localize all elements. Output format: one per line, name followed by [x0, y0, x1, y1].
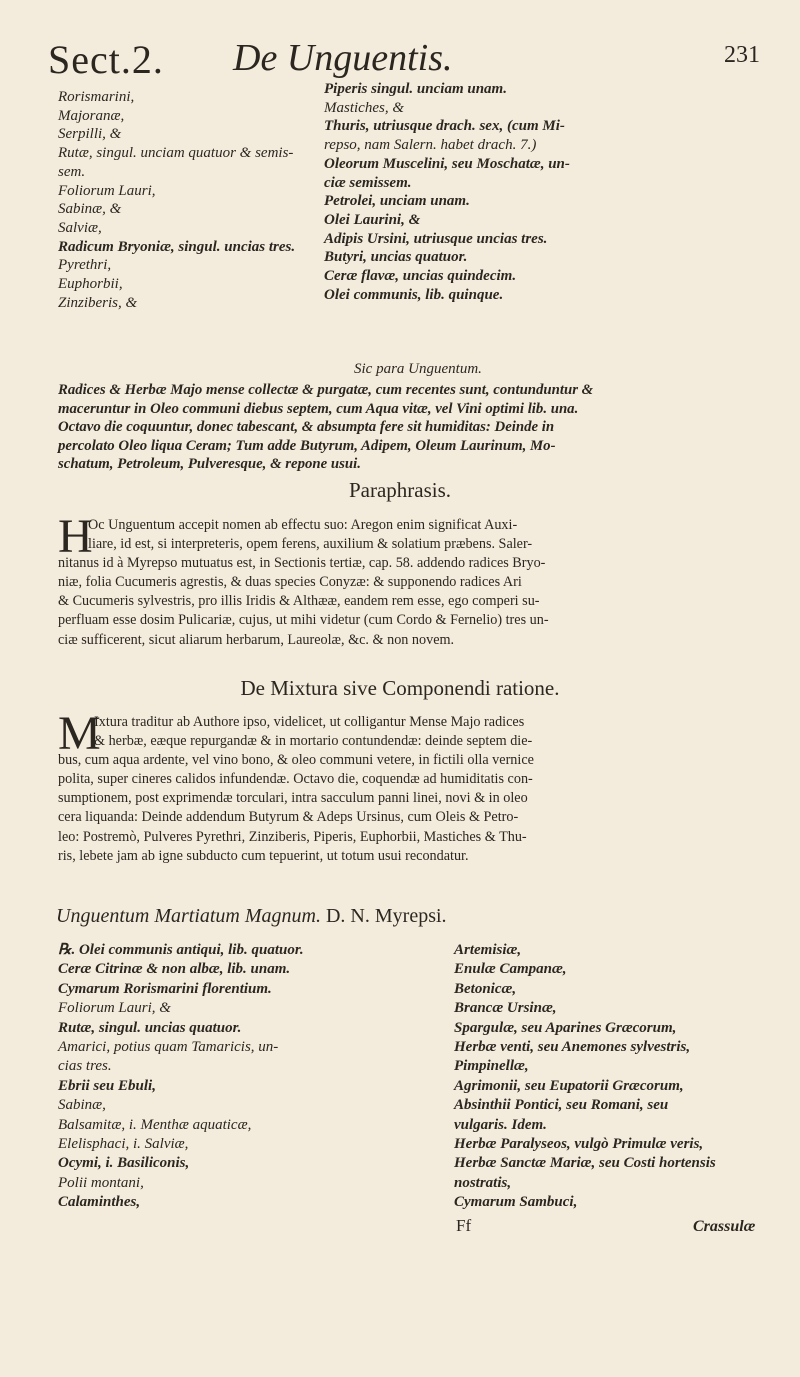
ingredient-line: Olei communis, lib. quinque. — [324, 286, 504, 303]
recipe-line: Radices & Herbæ Majo mense collectæ & purgatæ, cum recentes sunt, contunduntur & — [58, 382, 594, 398]
signature-mark: Ff — [456, 1216, 472, 1235]
ingredient-line: repso, nam Salern. habet drach. 7.) — [324, 137, 537, 154]
ingredient-line: Spargulæ, seu Aparines Græcorum, — [454, 1019, 677, 1036]
ingredient-list-right — [324, 80, 570, 304]
ingredient-line: Olei Laurini, & — [324, 211, 421, 228]
ingredient-line: Rutæ, singul. unciam quatuor & semis- — [58, 145, 294, 162]
text-line: nitanus id à Myrepso mutuatus est, in Sectionis tertiæ, cap. 58. addendo radices Bryo- — [58, 555, 546, 572]
ingredient-line: Herbæ Sanctæ Mariæ, seu Costi hortensis — [454, 1155, 716, 1172]
ingredient-line: Adipis Ursini, utriusque uncias tres. — [324, 230, 548, 247]
martiatum-author: D. N. Myrepsi. — [325, 905, 447, 927]
text-line: leo: Postremò, Pulveres Pyrethri, Zinziberis, Piperis, Euphorbii, Mastiches & Thu- — [58, 828, 527, 845]
ingredient-line: Balsamitæ, i. Menthæ aquaticæ, — [58, 1116, 252, 1133]
ingredient-line: Butyri, uncias quatuor. — [324, 249, 468, 266]
recipe-line: percolato Oleo liqua Ceram; Tum adde Butyrum, Adipem, Oleum Laurinum, Mo- — [58, 437, 556, 454]
ingredient-line: Cymarum Rorismarini florentium. — [58, 980, 272, 997]
ingredient-line: Herbæ venti, seu Anemones sylvestris, — [454, 1039, 691, 1056]
ingredient-line: Euphorbii, — [58, 276, 123, 293]
text-line: bus, cum aqua ardente, vel vino bono, & oleo communi vetere, in fictili olla vernice — [58, 752, 534, 769]
drop-cap: H — [58, 510, 93, 563]
ingredient-line: Mastiches, & — [324, 99, 404, 116]
ingredient-line: nostratis, — [454, 1174, 512, 1191]
ingredient-line: Majoranæ, — [58, 107, 125, 124]
ingredient-line: vulgaris. Idem. — [454, 1116, 547, 1133]
martiatum-title: Unguentum Martiatum Magnum. — [56, 905, 321, 927]
ingredient-line: Oleorum Muscelini, seu Moschatæ, un- — [324, 155, 570, 172]
ingredient-line: Polii montani, — [58, 1174, 144, 1191]
mixtura-heading: De Mixtura sive Componendi ratione. — [240, 676, 560, 700]
paraphrasis-paragraph — [58, 516, 762, 650]
mixtura-paragraph — [58, 713, 762, 866]
ingredient-line: Calaminthes, — [58, 1194, 141, 1211]
ingredient-line: Absinthii Pontici, seu Romani, seu — [454, 1097, 669, 1114]
sic-para-heading: Sic para Unguentum. — [354, 361, 482, 377]
ingredient-line: Artemisiæ, — [454, 942, 522, 958]
ingredient-line: Radicum Bryoniæ, singul. uncias tres. — [58, 238, 296, 255]
ingredient-line: cias tres. — [58, 1058, 112, 1075]
text-line: ciæ sufficerent, sicut aliarum herbarum, Laureolæ, &c. & non novem. — [58, 631, 455, 648]
recipe-line: schatum, Petroleum, Pulveresque, & repone usui. — [58, 456, 361, 473]
recipe-line: Octavo die coquuntur, donec tabescant, & absumpta fere sit humiditas: Deinde in — [58, 419, 555, 436]
catchword: Crassulæ — [693, 1218, 756, 1235]
ingredient-line: Zinziberis, & — [58, 294, 138, 311]
text-line: polita, super cineres calidos infundendæ. Octavo die, coquendæ ad humiditatis con- — [58, 771, 533, 788]
martiatum-ingredients-left — [58, 941, 304, 1213]
section-label: Sect.2. — [48, 37, 164, 82]
text-line: Ixtura traditur ab Authore ipso, videlicet, ut colligantur Mense Majo radices — [94, 714, 525, 730]
ingredient-line: Brancæ Ursinæ, — [454, 1000, 557, 1017]
ingredient-line: Foliorum Lauri, & — [58, 1000, 171, 1017]
ingredient-line: Piperis singul. unciam unam. — [324, 81, 507, 97]
ingredient-line: Thuris, utriusque drach. sex, (cum Mi- — [324, 118, 565, 135]
ingredient-line: Pimpinellæ, — [454, 1058, 529, 1075]
text-line: sumptionem, post exprimendæ torculari, intra sacculum panni linei, novi & in oleo — [58, 790, 528, 807]
ingredient-line: Agrimonii, seu Eupatorii Græcorum, — [454, 1077, 684, 1094]
martiatum-ingredients-right — [454, 941, 716, 1213]
page-number: 231 — [724, 42, 760, 68]
ingredient-line: Rorismarini, — [58, 89, 135, 105]
text-line: liare, id est, si interpreteris, opem ferens, auxilium & solatium præbens. Saler- — [88, 536, 533, 553]
ingredient-line: Ebrii seu Ebuli, — [58, 1077, 156, 1094]
running-title: De Unguentis. — [233, 37, 453, 79]
ingredient-list-left — [58, 88, 295, 312]
ingredient-line: Betonicæ, — [454, 980, 517, 997]
martiatum-heading — [56, 905, 447, 928]
ingredient-line: Cymarum Sambuci, — [454, 1194, 578, 1211]
ingredient-line: Serpilli, & — [58, 126, 122, 143]
ingredient-line: Sabinæ, — [58, 1097, 106, 1114]
ingredient-line: Herbæ Paralyseos, vulgò Primulæ veris, — [454, 1136, 704, 1153]
ingredient-line: ciæ semissem. — [324, 174, 412, 191]
ingredient-line: Ceræ Citrinæ & non albæ, lib. unam. — [58, 961, 291, 978]
drop-cap: M — [58, 707, 101, 760]
recipe-instructions — [58, 381, 758, 474]
paraphrasis-heading: Paraphrasis. — [348, 478, 452, 502]
ingredient-line: Salviæ, — [58, 219, 102, 236]
ingredient-line: Enulæ Campanæ, — [454, 961, 567, 978]
text-line: perfluam esse dosim Pulicariæ, cujus, ut mihi videtur (cum Cordo & Fernelio) tres un- — [58, 612, 549, 629]
recipe-line: maceruntur in Oleo communi diebus septem, cum Aqua vitæ, vel Vini optimi lib. una. — [58, 400, 579, 417]
text-line: Oc Unguentum accepit nomen ab effectu suo: Aregon enim significat Auxi- — [88, 517, 518, 533]
text-line: & Cucumeris sylvestris, pro illis Iridis & Althææ, eandem rem esse, ego comperi su- — [58, 593, 540, 610]
text-line: & herbæ, eæque repurgandæ & in mortario contundendæ: deinde septem die- — [94, 733, 533, 750]
ingredient-line: Amarici, potius quam Tamaricis, un- — [58, 1039, 279, 1056]
text-line: ris, lebete jam ab igne subducto cum tepuerint, ut totum usui recondatur. — [58, 847, 469, 864]
ingredient-line: Sabinæ, & — [58, 201, 122, 218]
ingredient-line: ℞. Olei communis antiqui, lib. quatuor. — [58, 942, 304, 958]
ingredient-line: Ceræ flavæ, uncias quindecim. — [324, 268, 517, 285]
ingredient-line: Rutæ, singul. uncias quatuor. — [58, 1019, 242, 1036]
text-line: cera liquanda: Deinde addendum Butyrum & Adeps Ursinus, cum Oleis & Petro- — [58, 809, 519, 826]
ingredient-line: sem. — [58, 163, 86, 180]
ingredient-line: Pyrethri, — [58, 257, 112, 274]
text-line: niæ, folia Cucumeris agrestis, & duas species Conyzæ: & supponendo radices Ari — [58, 574, 522, 591]
ingredient-line: Ocymi, i. Basiliconis, — [58, 1155, 190, 1172]
running-header — [48, 36, 760, 82]
ingredient-line: Elelisphaci, i. Salviæ, — [58, 1136, 189, 1153]
ingredient-line: Petrolei, unciam unam. — [324, 193, 470, 210]
ingredient-line: Foliorum Lauri, — [58, 182, 156, 199]
